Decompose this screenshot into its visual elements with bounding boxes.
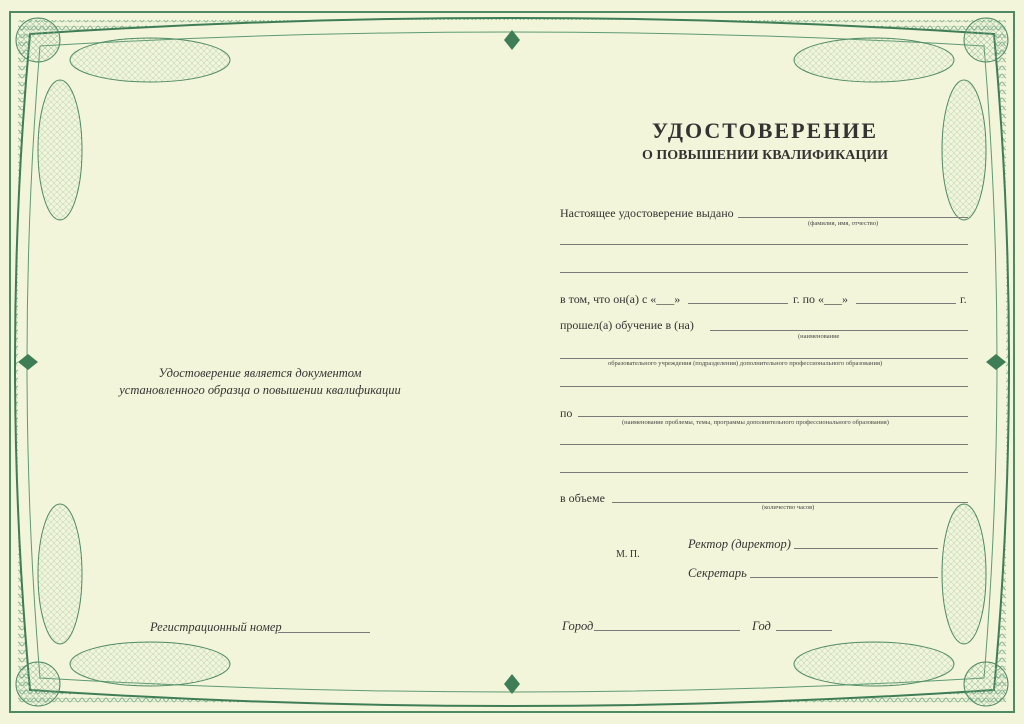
period-label: в том, что он(а) с «___» xyxy=(560,292,681,306)
program-field-3[interactable] xyxy=(560,472,968,473)
period-end-field[interactable] xyxy=(856,303,956,304)
institution-field-3[interactable] xyxy=(560,386,968,387)
year-field[interactable] xyxy=(776,630,832,631)
city-label: Город xyxy=(562,619,594,633)
rector-label: Ректор (директор) xyxy=(688,537,791,551)
secretary-label: Секретарь xyxy=(688,566,747,580)
issued-to-label: Настоящее удостоверение выдано xyxy=(560,206,734,220)
city-field[interactable] xyxy=(594,630,740,631)
period-mid-label: г. по «___» xyxy=(793,292,848,306)
certificate-subtitle: О ПОВЫШЕНИИ КВАЛИФИКАЦИИ xyxy=(641,148,889,163)
program-field-2[interactable] xyxy=(560,444,968,445)
hours-hint: (количество часов) xyxy=(762,504,815,511)
fio-field-3[interactable] xyxy=(560,272,968,273)
hours-field[interactable] xyxy=(612,502,968,503)
registration-number-field[interactable] xyxy=(278,632,370,633)
institution-hint: образовательного учреждения (подразделения) дополнительного профессионального образования) xyxy=(608,360,883,367)
certificate-title: УДОСТОВЕРЕНИЕ xyxy=(651,118,879,143)
institution-field-2[interactable] xyxy=(560,358,968,359)
period-start-field[interactable] xyxy=(688,303,788,304)
fio-field[interactable] xyxy=(738,217,968,218)
year-label: Год xyxy=(752,619,771,633)
name-hint: (наименование xyxy=(798,333,840,340)
po-label: по xyxy=(560,406,573,420)
fio-hint: (фамилия, имя, отчество) xyxy=(808,220,879,227)
training-label: прошел(а) обучение в (на) xyxy=(560,318,694,332)
left-note-line-1: Удостоверение является документом xyxy=(158,366,362,380)
program-hint: (наименование проблемы, темы, программы дополнительного профессионального образования) xyxy=(622,419,889,426)
left-note-line-2: установленного образца о повышении квалификации xyxy=(119,383,401,397)
registration-number-label: Регистрационный номер xyxy=(150,620,282,634)
volume-label: в объеме xyxy=(560,491,605,505)
rector-signature-field[interactable] xyxy=(794,548,938,549)
secretary-signature-field[interactable] xyxy=(750,577,938,578)
institution-field[interactable] xyxy=(710,330,968,331)
stamp-label: М. П. xyxy=(616,549,640,560)
period-end-label: г. xyxy=(960,292,967,306)
fio-field-2[interactable] xyxy=(560,244,968,245)
program-field[interactable] xyxy=(578,416,968,417)
